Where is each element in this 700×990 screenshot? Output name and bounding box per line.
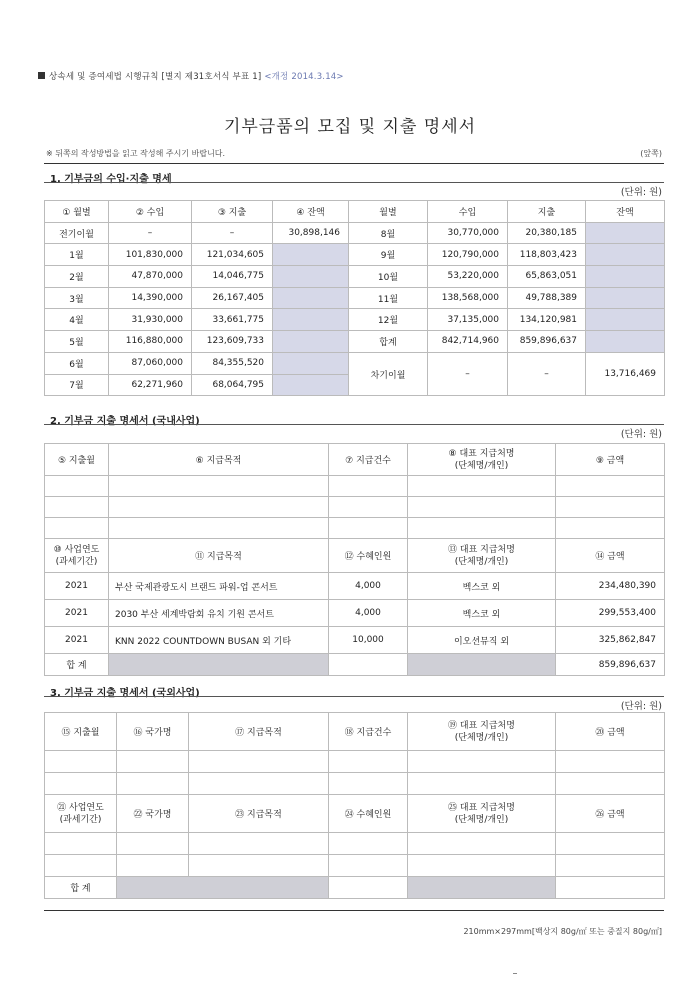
balance-cell-shaded [586,287,665,309]
carry-next-label: 차기이월 [349,352,428,395]
balance-cell-shaded [586,331,665,353]
paper-spec-footer: 210mm×297mm[백상지 80g/㎡ 또는 중질지 80g/㎡] [463,927,662,936]
month-cell: 전기이월 [45,222,109,244]
front-side-label: (앞쪽) [640,149,662,158]
col-header-line: ⑩ 사업연도 [53,544,100,555]
income-cell: 37,135,000 [428,309,508,331]
col-header-line: ㉑ 사업연도 [57,802,104,813]
table-row-empty [45,518,665,539]
amount-cell: 325,862,847 [556,627,665,654]
table-row [45,309,665,331]
amount-cell: 234,480,390 [556,573,665,600]
expense-cell: – [192,222,273,244]
expense-cell: 49,788,389 [508,287,586,309]
col-header-line: ㉕ 대표 지급처명 [448,802,515,813]
total-income-cell: 842,714,960 [428,331,508,353]
col-header: ㉒ 국가명 [117,795,189,833]
regulation-header [38,70,344,82]
total-amount-empty [556,877,665,899]
expense-cell: 20,380,185 [508,222,586,244]
table-row [45,331,665,353]
table-row [45,287,665,309]
col-header: ⑦ 지급건수 [329,444,408,476]
income-cell: 101,830,000 [109,244,192,266]
col-header-line: ⑧ 대표 지급처명 [448,448,515,459]
income-cell: 14,390,000 [109,287,192,309]
table-row-empty [45,476,665,497]
col-header: ⑰ 지급목적 [189,713,329,751]
table-row-empty [45,855,665,877]
total-shaded-cell [109,654,329,676]
table-row [45,352,665,374]
income-cell: 120,790,000 [428,244,508,266]
expense-cell: 123,609,733 [192,331,273,353]
unit-label-3: (단위: 원) [620,701,662,712]
year-cell: 2021 [45,627,109,654]
total-empty-cell [329,877,408,899]
col-header: ⑭ 금액 [556,539,665,573]
section3-title: 3. 기부금 지출 명세서 (국외사업) [50,688,200,699]
col-header: ⑪ 지급목적 [109,539,329,573]
unit-label-2: (단위: 원) [620,429,662,440]
income-expense-table [44,200,665,396]
total-shaded-cell [408,654,556,676]
divider-section3 [44,696,664,697]
col-header: ⑫ 수혜인원 [329,539,408,573]
carry-next-balance: 13,716,469 [586,352,665,395]
col-header [408,795,556,833]
month-cell: 7월 [45,374,109,396]
income-cell: 87,060,000 [109,352,192,374]
table-header-row [45,713,665,751]
month-cell: 8월 [349,222,428,244]
expense-cell: 33,661,775 [192,309,273,331]
purpose-cell: 부산 국제관광도시 브랜드 파워-업 콘서트 [109,573,329,600]
col-header-line: (과세기간) [55,556,98,567]
balance-cell-shaded [586,244,665,266]
table-row-empty [45,497,665,518]
table-header-row [45,539,665,573]
purpose-cell: 2030 부산 세계박람회 유치 기원 콘서트 [109,600,329,627]
regulation-text: 상속세 및 증여세법 시행규칙 [별지 제31호서식 부표 1] [49,72,262,82]
balance-cell-shaded [273,287,349,309]
total-shaded-cell [117,877,329,899]
col-header-line: (단체명/개인) [454,460,509,471]
balance-cell-shaded [273,331,349,353]
col-header: ④ 잔액 [273,201,349,223]
expense-cell: 84,355,520 [192,352,273,374]
divider-top [44,163,664,164]
month-cell: 10월 [349,266,428,288]
section2-title: 2. 기부금 지출 명세서 (국내사업) [50,416,200,427]
income-cell: 53,220,000 [428,266,508,288]
col-header-line: (단체명/개인) [454,732,509,743]
total-label: 합 계 [45,654,109,676]
col-header-line: (단체명/개인) [454,556,509,567]
col-header: ㉓ 지급목적 [189,795,329,833]
col-header: ③ 지출 [192,201,273,223]
month-cell: 9월 [349,244,428,266]
table-row [45,573,665,600]
balance-cell-shaded [586,222,665,244]
col-header: 월별 [349,201,428,223]
expense-cell: 134,120,981 [508,309,586,331]
expense-cell: 121,034,605 [192,244,273,266]
total-amount: 859,896,637 [556,654,665,676]
total-empty-cell [329,654,408,676]
month-cell: 3월 [45,287,109,309]
year-cell: 2021 [45,573,109,600]
balance-cell-shaded [273,374,349,396]
table-row-empty [45,751,665,773]
month-cell: 6월 [45,352,109,374]
balance-cell-shaded [273,266,349,288]
balance-cell-shaded [273,352,349,374]
payee-cell: 벡스코 외 [408,573,556,600]
square-bullet-icon [38,72,45,79]
payee-cell: 벡스코 외 [408,600,556,627]
month-cell: 4월 [45,309,109,331]
table-row-empty [45,833,665,855]
table-row [45,244,665,266]
table-row-empty [45,773,665,795]
col-header: ⑳ 금액 [556,713,665,751]
table-header-row [45,444,665,476]
balance-cell-shaded [273,309,349,331]
month-cell: 5월 [45,331,109,353]
col-header-line: (단체명/개인) [454,814,509,825]
col-header [408,444,556,476]
total-row [45,877,665,899]
col-header: ⑥ 지급목적 [109,444,329,476]
amount-cell: 299,553,400 [556,600,665,627]
total-expense-cell: 859,896,637 [508,331,586,353]
table-header-row [45,201,665,223]
expense-cell: 14,046,775 [192,266,273,288]
col-header [408,539,556,573]
col-header: ② 수입 [109,201,192,223]
col-header: ① 월별 [45,201,109,223]
col-header-line: ⑬ 대표 지급처명 [448,544,515,555]
total-label-cell: 합계 [349,331,428,353]
total-row [45,654,665,676]
total-label: 합 계 [45,877,117,899]
col-header: ⑤ 지출월 [45,444,109,476]
month-cell: 2월 [45,266,109,288]
col-header: ⑮ 지출월 [45,713,117,751]
col-header: 지출 [508,201,586,223]
col-header [408,713,556,751]
revision-text: <개정 2014.3.14> [264,72,344,82]
table-row [45,222,665,244]
year-cell: 2021 [45,600,109,627]
divider-bottom [44,910,664,911]
income-cell: – [109,222,192,244]
col-header [45,539,109,573]
balance-cell: 30,898,146 [273,222,349,244]
table-row [45,627,665,654]
section1-title: 1. 기부금의 수입·지출 명세 [50,174,172,185]
divider-section1 [44,182,664,183]
expense-cell: 68,064,795 [192,374,273,396]
col-header: 수입 [428,201,508,223]
balance-cell-shaded [586,266,665,288]
col-header-line: (과세기간) [59,814,102,825]
balance-cell-shaded [273,244,349,266]
income-cell: 116,880,000 [109,331,192,353]
income-cell: 138,568,000 [428,287,508,309]
col-header [45,795,117,833]
total-shaded-cell [408,877,556,899]
income-cell: 30,770,000 [428,222,508,244]
col-header-line: ⑲ 대표 지급처명 [448,720,515,731]
month-cell: 1월 [45,244,109,266]
payee-cell: 이오션뮤직 외 [408,627,556,654]
carry-next-expense: – [508,352,586,395]
table-row [45,600,665,627]
instruction-note: ※ 뒤쪽의 작성방법을 읽고 작성해 주시기 바랍니다. [46,149,226,158]
table-row [45,266,665,288]
month-cell: 12월 [349,309,428,331]
purpose-cell: KNN 2022 COUNTDOWN BUSAN 외 기타 [109,627,329,654]
col-header: 잔액 [586,201,665,223]
col-header: ㉖ 금액 [556,795,665,833]
unit-label-1: (단위: 원) [620,187,662,198]
count-cell: 4,000 [329,600,408,627]
income-cell: 47,870,000 [109,266,192,288]
income-cell: 62,271,960 [109,374,192,396]
overseas-expense-table [44,712,665,899]
col-header: ⑨ 금액 [556,444,665,476]
col-header: ⑯ 국가명 [117,713,189,751]
page-title: 기부금품의 모집 및 지출 명세서 [223,117,477,137]
domestic-expense-table [44,443,665,676]
col-header: ⑱ 지급건수 [329,713,408,751]
count-cell: 4,000 [329,573,408,600]
expense-cell: 65,863,051 [508,266,586,288]
carry-next-income: – [428,352,508,395]
expense-cell: 118,803,423 [508,244,586,266]
col-header: ㉔ 수혜인원 [329,795,408,833]
divider-section2 [44,424,664,425]
table-header-row [45,795,665,833]
scan-artifact [513,973,517,974]
expense-cell: 26,167,405 [192,287,273,309]
month-cell: 11월 [349,287,428,309]
count-cell: 10,000 [329,627,408,654]
income-cell: 31,930,000 [109,309,192,331]
balance-cell-shaded [586,309,665,331]
